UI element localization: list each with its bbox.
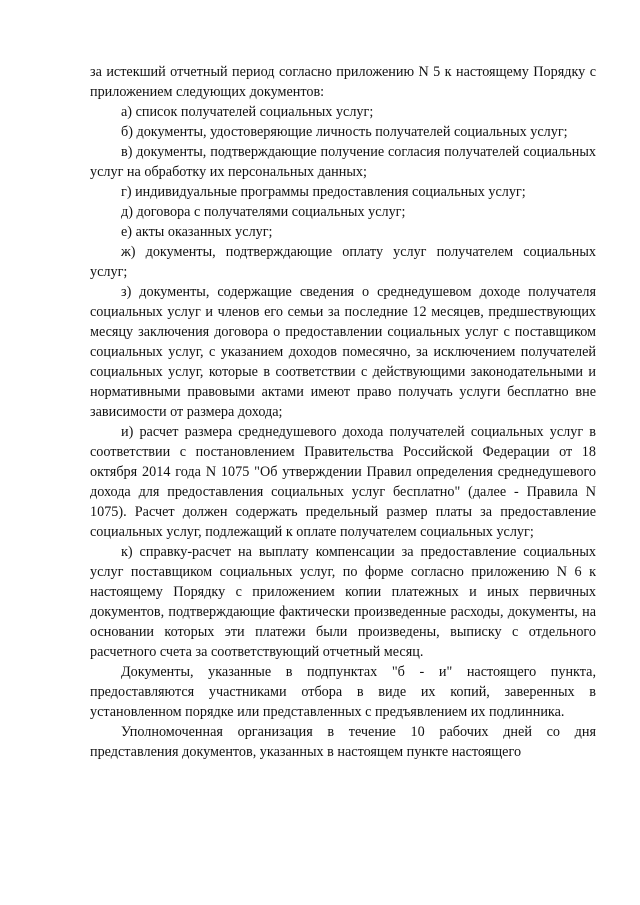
list-item-i: и) расчет размера среднедушевого дохода получателей социальных услуг в соответствии с постановлением Правительства Российской Федерации от 18 октября 2014 года N 1075 "Об утверждении Правил определения среднедушевого дохода для предоставления социальных услуг бесплатно" (далее - Правила N 1075). Расчет должен содержать предельный размер платы за предоставление социальных услуг, подлежащий к оплате получателем социальных услуг; [90,424,596,540]
list-item-d: д) договора с получателями социальных услуг; [121,204,406,220]
list-item-z: з) документы, содержащие сведения о среднедушевом доходе получателя социальных услуг и членов его семьи за последние 12 месяцев, предшествующих месяцу заключения договора о предоставлении социальных услуг с поставщиком социальных услуг, с указанием доходов помесячно, за исключением получателей социальных услуг, которые в соответствии с действующими законодательными и нормативными правовыми актами имеют право получать услуги бесплатно вне зависимости от размера дохода; [90,284,596,420]
paragraph-continuation: за истекший отчетный период согласно приложению N 5 к настоящему Порядку с приложением следующих документов: [90,64,596,100]
list-item-g: г) индивидуальные программы предоставления социальных услуг; [121,184,526,200]
list-item-e: е) акты оказанных услуг; [121,224,273,240]
list-item-zh: ж) документы, подтверждающие оплату услуг получателем социальных услуг; [90,244,596,280]
document-text [90,62,596,762]
paragraph-authorized-organization: Уполномоченная организация в течение 10 рабочих дней со дня представления документов, указанных в настоящем пункте настоящего [90,724,596,760]
list-item-b: б) документы, удостоверяющие личность получателей социальных услуг; [121,124,568,140]
list-item-v: в) документы, подтверждающие получение согласия получателей социальных услуг на обработку их персональных данных; [90,144,596,180]
paragraph-documents-copies: Документы, указанные в подпунктах "б - и" настоящего пункта, предоставляются участниками отбора в виде их копий, заверенных в установленном порядке или представленных с предъявлением их подлинника. [90,664,596,720]
list-item-k: к) справку-расчет на выплату компенсации за предоставление социальных услуг поставщиком социальных услуг, по форме согласно приложению N 6 к настоящему Порядку с приложением копии платежных и иных первичных документов, подтверждающие фактически произведенные расходы, документы, на основании которых эти платежи были произведены, выписку с отдельного расчетного счета за соответствующий отчетный месяц. [90,544,596,660]
list-item-a: а) список получателей социальных услуг; [121,104,374,120]
